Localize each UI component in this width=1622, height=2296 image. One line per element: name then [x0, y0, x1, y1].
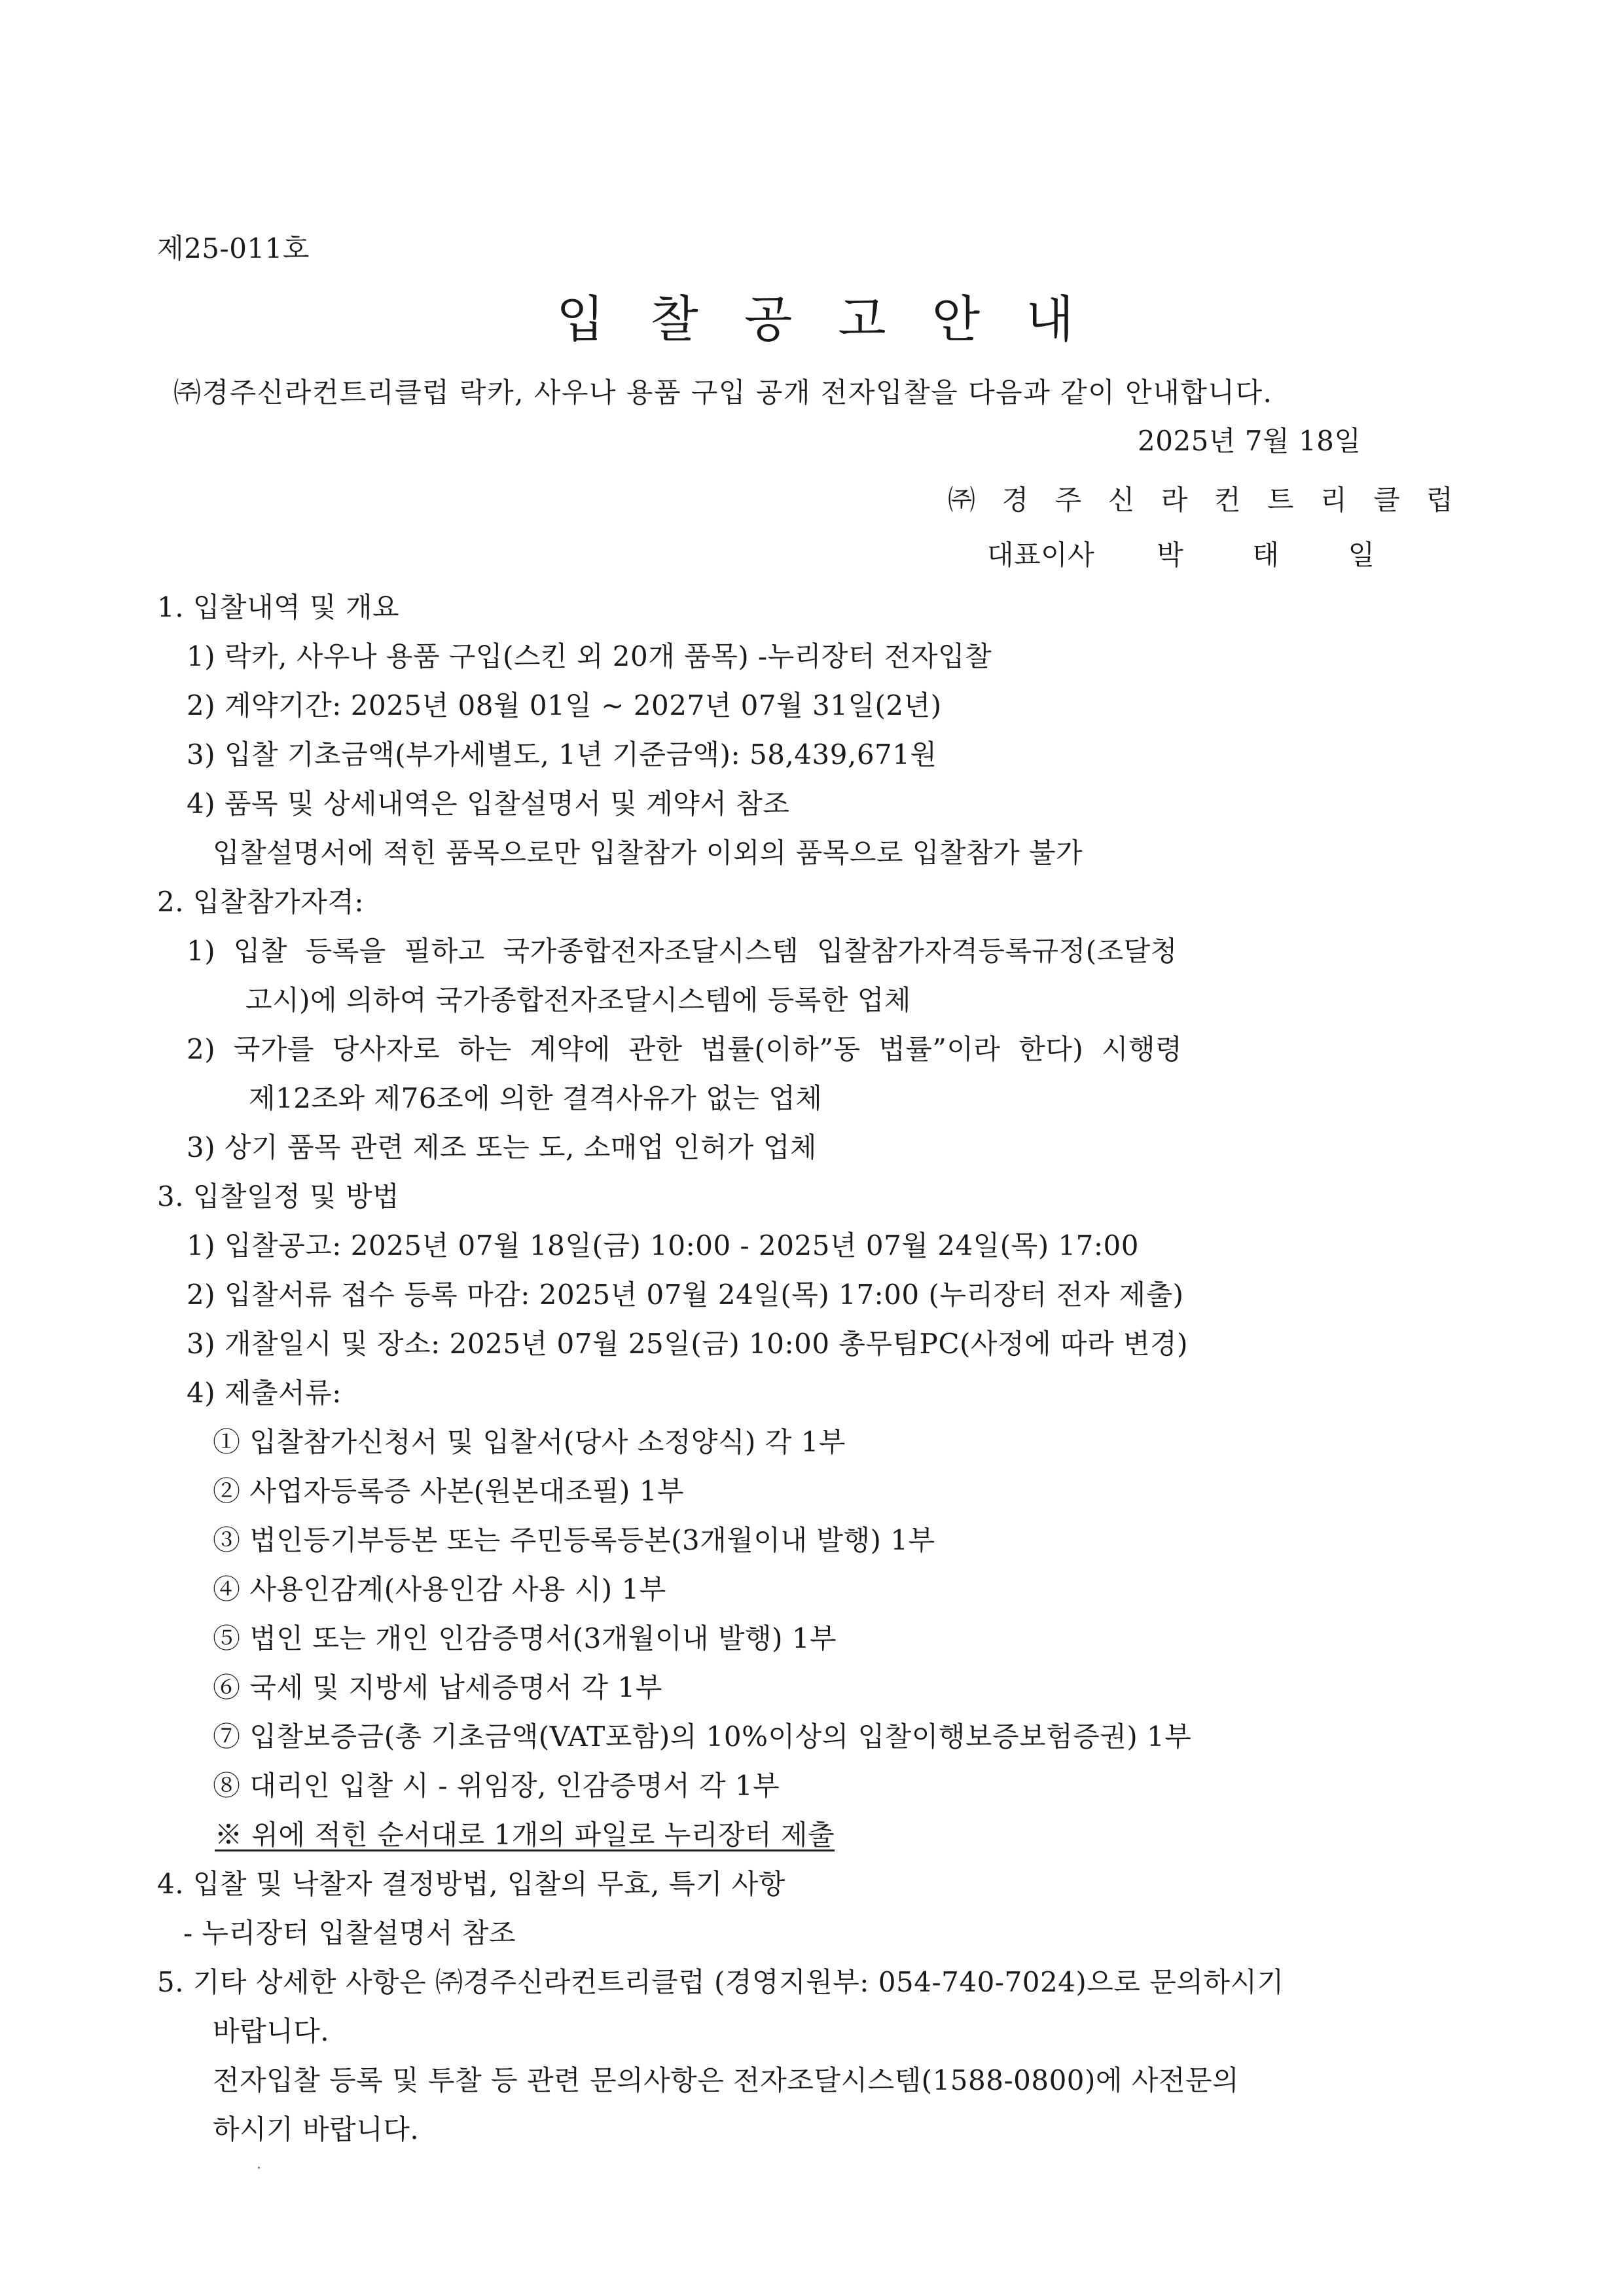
section-1-item-4-note: 입찰설명서에 적힌 품목으로만 입찰참가 이외의 품목으로 입찰참가 불가	[213, 837, 1083, 869]
title-char-4: 고	[838, 290, 886, 348]
section-3-item-3: 3) 개찰일시 및 장소: 2025년 07월 25일(금) 10:00 총무팀PC(사정에 따라 변경)	[187, 1328, 1189, 1360]
issue-date: 2025년 7월 18일	[1138, 425, 1361, 457]
submission-note: ※ 위에 적힌 순서대로 1개의 파일로 누리장터 제출	[215, 1819, 835, 1851]
representative	[987, 537, 1444, 574]
section-2-item-2: 2) 국가를 당사자로 하는 계약에 관한 법률(이하”동 법률”이라 한다) 시행령	[187, 1033, 1183, 1065]
section-5-heading: 5. 기타 상세한 사항은 ㈜경주신라컨트리클럽 (경영지원부: 054-740-7024)으로 문의하시기	[157, 1966, 1284, 1998]
section-1-item-2: 2) 계약기간: 2025년 08월 01일 ~ 2027년 07월 31일(2년)	[187, 689, 942, 721]
section-4-item-1: - 누리장터 입찰설명서 참조	[183, 1917, 516, 1949]
title-char-2: 찰	[650, 290, 698, 348]
section-2-item-3: 3) 상기 품목 관련 제조 또는 도, 소매업 인허가 업체	[187, 1131, 817, 1163]
representative-title: 대표이사	[987, 539, 1095, 571]
section-2-item-2-cont: 제12조와 제76조에 의한 결격사유가 없는 업체	[249, 1082, 823, 1114]
scan-speck: ·	[257, 2160, 261, 2177]
required-doc-5: ⑤ 법인 또는 개인 인감증명서(3개월이내 발행) 1부	[213, 1622, 837, 1654]
title-char-5: 안	[931, 290, 981, 348]
required-doc-4: ④ 사용인감계(사용인감 사용 시) 1부	[213, 1573, 666, 1605]
company-char-7: 트	[1267, 484, 1294, 516]
company-char-2: 경	[1001, 484, 1029, 516]
company-char-9: 클	[1373, 484, 1401, 516]
required-doc-2: ② 사업자등록증 사본(원본대조필) 1부	[213, 1475, 685, 1507]
company-char-5: 라	[1161, 484, 1188, 516]
section-3-item-4: 4) 제출서류:	[187, 1377, 342, 1409]
title-char-6: 내	[1026, 290, 1074, 348]
required-doc-7: ⑦ 입찰보증금(총 기초금액(VAT포함)의 10%이상의 입찰이행보증보험증권) 1부	[213, 1721, 1192, 1753]
required-doc-3: ③ 법인등기부등본 또는 주민등록등본(3개월이내 발행) 1부	[213, 1524, 935, 1556]
required-doc-1: ① 입찰참가신청서 및 입찰서(당사 소정양식) 각 1부	[213, 1426, 846, 1458]
rep-name-char-3: 일	[1348, 539, 1375, 571]
company-char-6: 컨	[1214, 484, 1241, 516]
representative-name	[1157, 539, 1443, 571]
document-number: 제25-011호	[157, 232, 310, 264]
section-2-item-1: 1) 입찰 등록을 필하고 국가종합전자조달시스템 입찰참가자격등록규정(조달청	[187, 935, 1178, 967]
title-char-3: 공	[744, 290, 793, 348]
section-2-heading: 2. 입찰참가자격:	[157, 886, 365, 918]
section-3-item-2: 2) 입찰서류 접수 등록 마감: 2025년 07월 24일(목) 17:00 (누리장터 전자 제출)	[187, 1279, 1184, 1311]
section-3-item-1: 1) 입찰공고: 2025년 07월 18일(금) 10:00 - 2025년 07월 24일(목) 17:00	[187, 1230, 1139, 1262]
required-doc-6: ⑥ 국세 및 지방세 납세증명서 각 1부	[213, 1671, 662, 1704]
company-name	[948, 482, 1479, 519]
section-4-heading: 4. 입찰 및 낙찰자 결정방법, 입찰의 무효, 특기 사항	[157, 1868, 785, 1900]
company-char-4: 신	[1108, 484, 1135, 516]
required-doc-8: ⑧ 대리인 입찰 시 - 위임장, 인감증명서 각 1부	[213, 1770, 780, 1802]
company-char-1: ㈜	[948, 484, 976, 516]
section-2-item-1-cont: 고시)에 의하여 국가종합전자조달시스템에 등록한 업체	[245, 984, 911, 1016]
section-5-text-1: 바랍니다.	[213, 2015, 330, 2047]
section-1-heading: 1. 입찰내역 및 개요	[157, 591, 400, 623]
rep-name-char-2: 태	[1252, 539, 1280, 571]
intro-text: ㈜경주신라컨트리클럽 락카, 사우나 용품 구입 공개 전자입찰을 다음과 같이 안내합니다.	[173, 376, 1273, 409]
company-char-8: 리	[1320, 484, 1348, 516]
section-1-item-1: 1) 락카, 사우나 용품 구입(스킨 외 20개 품목) -누리장터 전자입찰	[187, 640, 992, 672]
section-1-item-4: 4) 품목 및 상세내역은 입찰설명서 및 계약서 참조	[187, 788, 790, 820]
title-char-1: 입	[556, 290, 605, 348]
company-char-3: 주	[1054, 484, 1082, 516]
section-1-item-3: 3) 입찰 기초금액(부가세별도, 1년 기준금액): 58,439,671원	[187, 738, 937, 771]
document-title	[556, 288, 1120, 351]
company-char-10: 럽	[1426, 484, 1454, 516]
rep-name-char-1: 박	[1157, 539, 1184, 571]
section-5-text-2: 전자입찰 등록 및 투찰 등 관련 문의사항은 전자조달시스템(1588-0800)에 사전문의	[213, 2064, 1240, 2096]
section-5-text-3: 하시기 바랍니다.	[213, 2113, 420, 2145]
section-3-heading: 3. 입찰일정 및 방법	[157, 1180, 400, 1212]
